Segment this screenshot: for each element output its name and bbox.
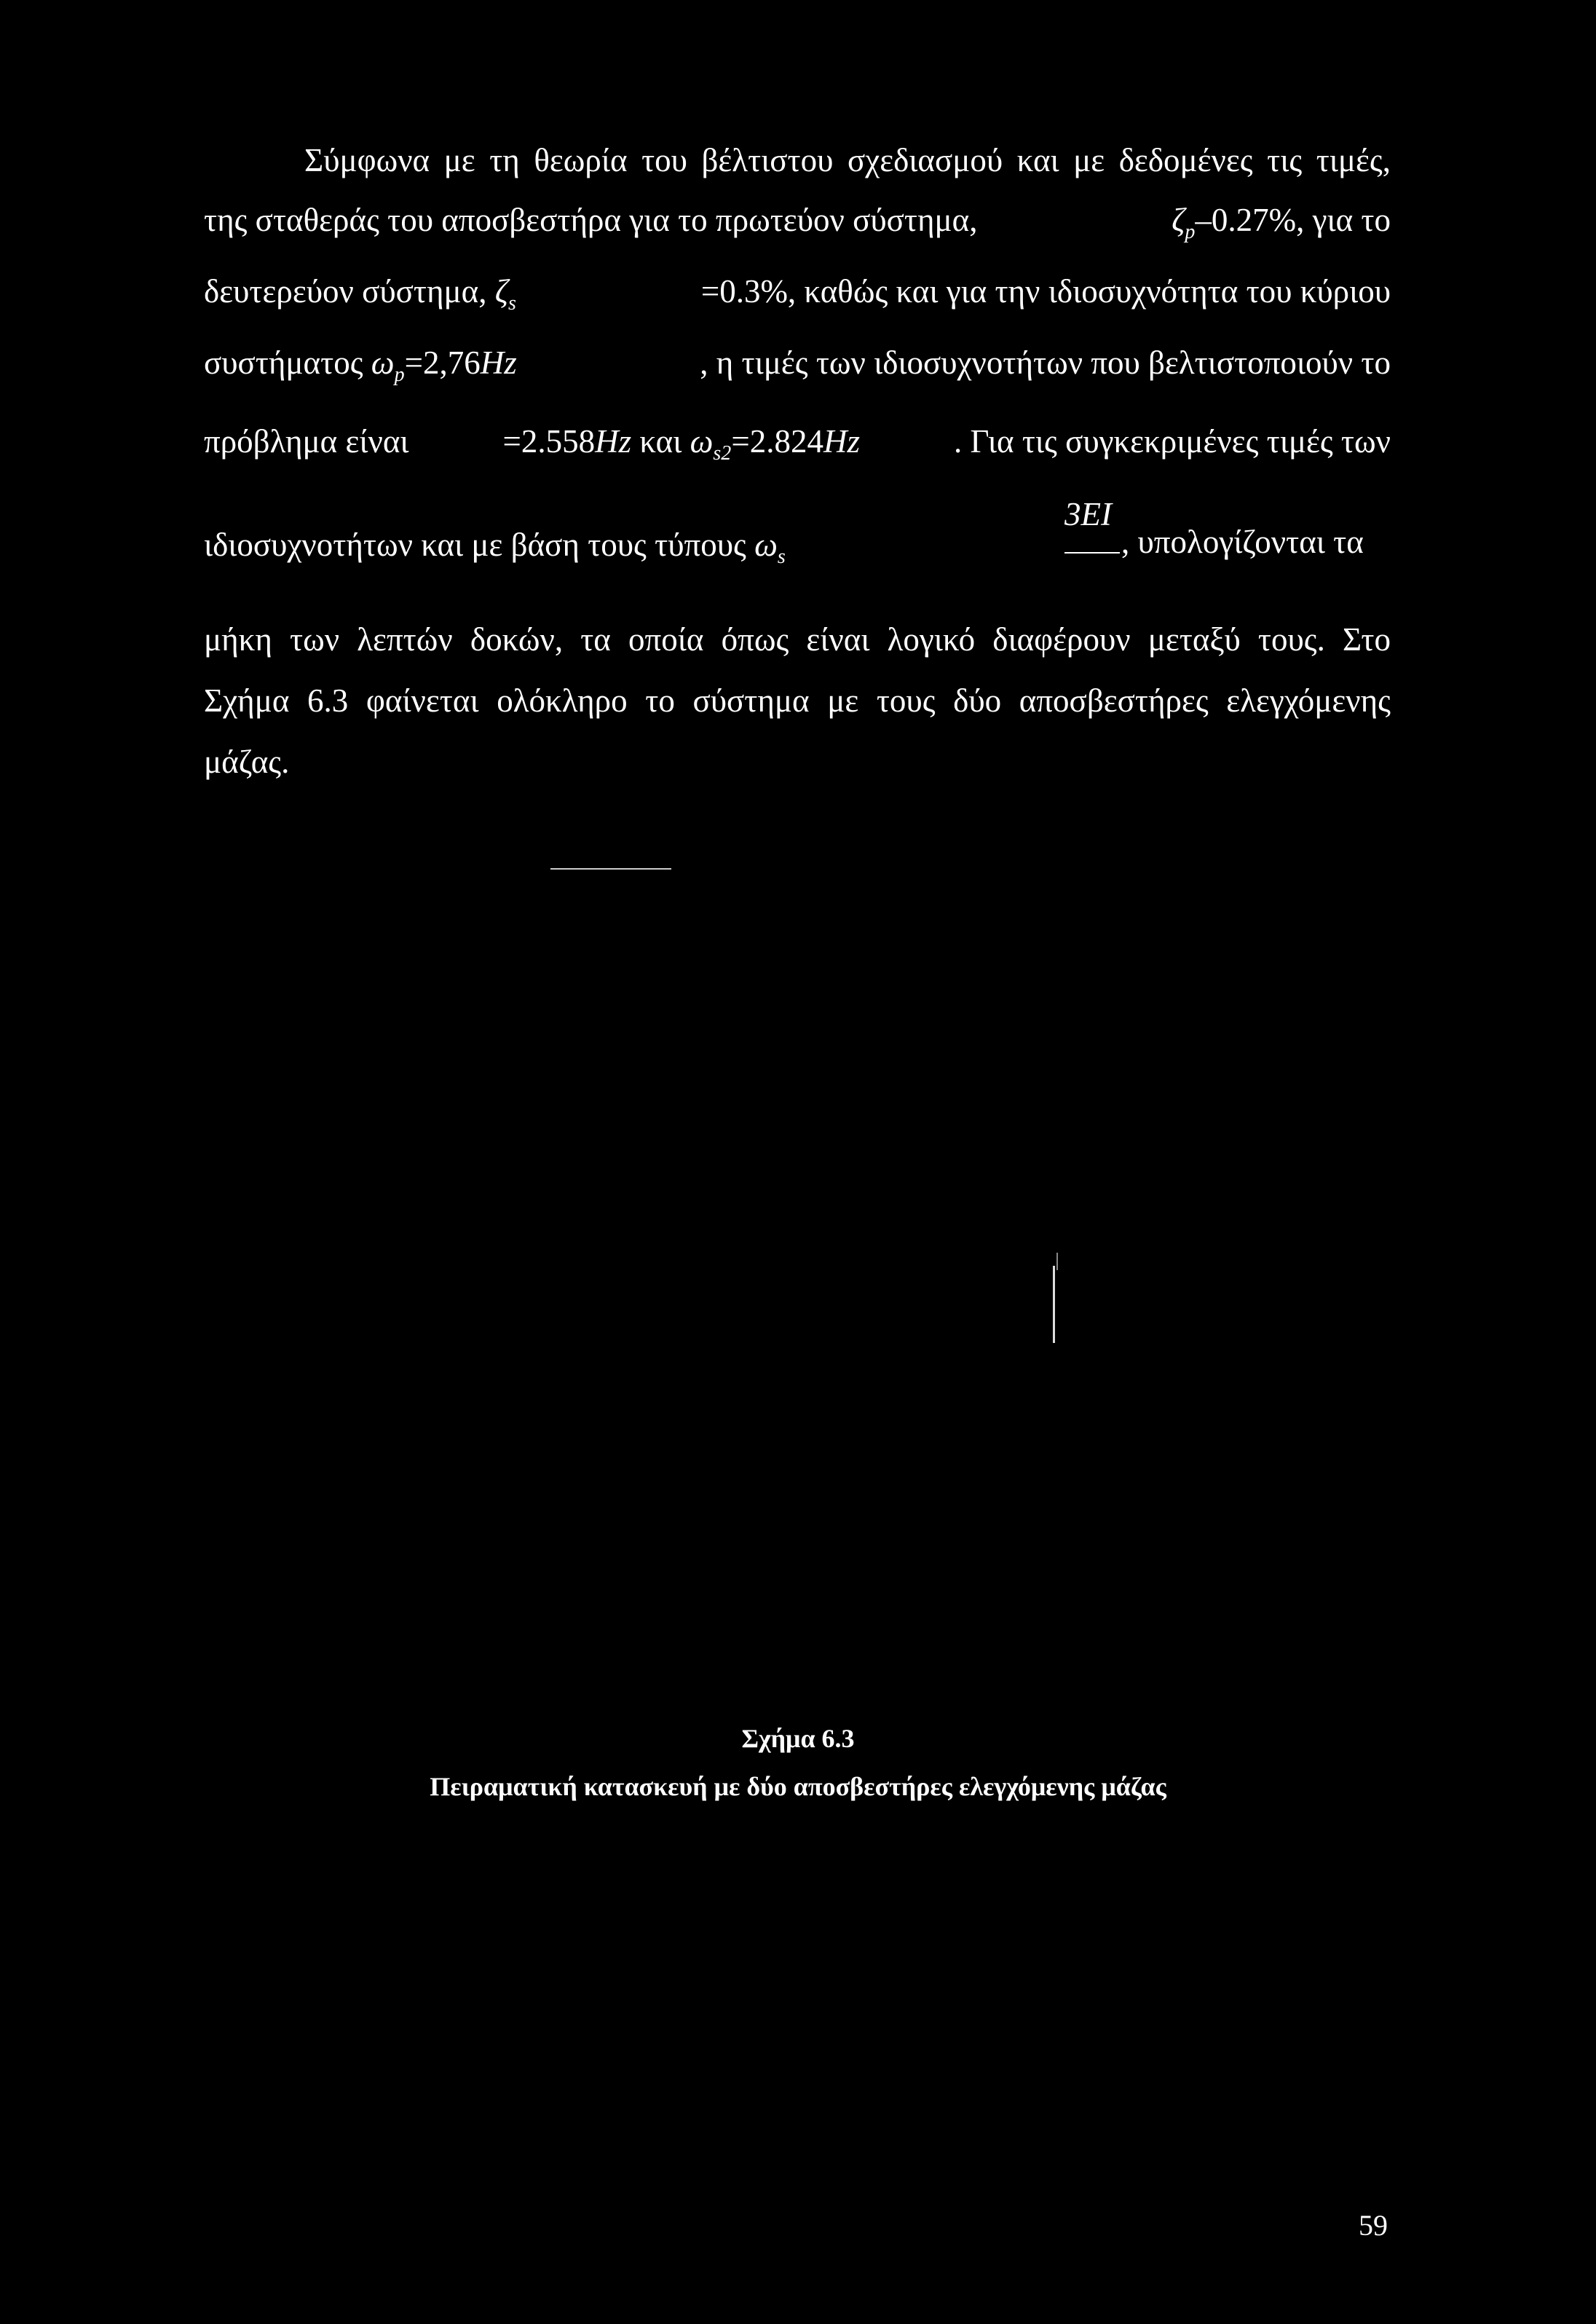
figure-top-mark [550,868,671,870]
text-segment: =0.3%, καθώς και για την ιδιοσυχνότητα του κύριου [700,273,1391,310]
figure-caption: Πειραματική κατασκευή με δύο αποσβεστήρες ελεγχόμενης μάζας [430,1772,1166,1801]
text-segment: της σταθεράς του αποσβεστήρα για το πρωτεύον σύστημα, [204,202,978,238]
paragraph-line-7: μήκη των λεπτών δοκών, τα οποία όπως είναι λογικό διαφέρουν μεταξύ τους. Στο [204,621,1391,658]
zeta-s-symbol: δευτερεύον σύστημα, $\zeta_s$ [204,273,516,315]
formula-numerator: 3EI [1064,496,1112,532]
text-segment: . Για τις συγκεκριμένες τιμές των [953,423,1391,460]
formula-fraction-bar [1064,552,1120,554]
zeta-p-symbol: $\zeta_p-0.27\%$, για το [1172,202,1391,243]
text-segment: , η τιμές των ιδιοσυχνοτήτων που βελτιστοποιούν το [700,344,1391,381]
figure-mark-top [1056,1253,1058,1270]
paragraph-line-9: μάζας. [204,744,290,780]
omega-p-symbol: συστήματος $\omega_p=2,76Hz$ [204,344,517,386]
frequency-values: =2.558Hz και $\omega_{s2}=2.824Hz$ [502,423,860,465]
paragraph-line-1: Σύμφωνα με τη θεωρία του βέλτιστου σχεδιασμού και με δεδομένες τις τιμές, [304,142,1391,178]
paragraph-line-8: Σχήμα 6.3 φαίνεται ολόκληρο το σύστημα με τους δύο αποσβεστήρες ελεγχόμενης [204,682,1391,719]
paragraph-line-6: ιδιοσυχνοτήτων και με βάση τους τύπους $\omega_s$ [204,527,786,568]
figure-vertical-mark [1053,1266,1055,1343]
page-number: 59 [1359,2209,1388,2242]
figure-label: Σχήμα 6.3 [741,1724,855,1753]
paragraph-line-4 [204,341,1391,385]
paragraph-line-5 [204,419,1391,463]
paragraph-line-6-tail: , υπολογίζονται τα [1121,524,1364,560]
paragraph-line-3 [204,269,1391,313]
text-segment: πρόβλημα είναι [204,423,409,460]
paragraph-line-2 [204,198,1391,242]
